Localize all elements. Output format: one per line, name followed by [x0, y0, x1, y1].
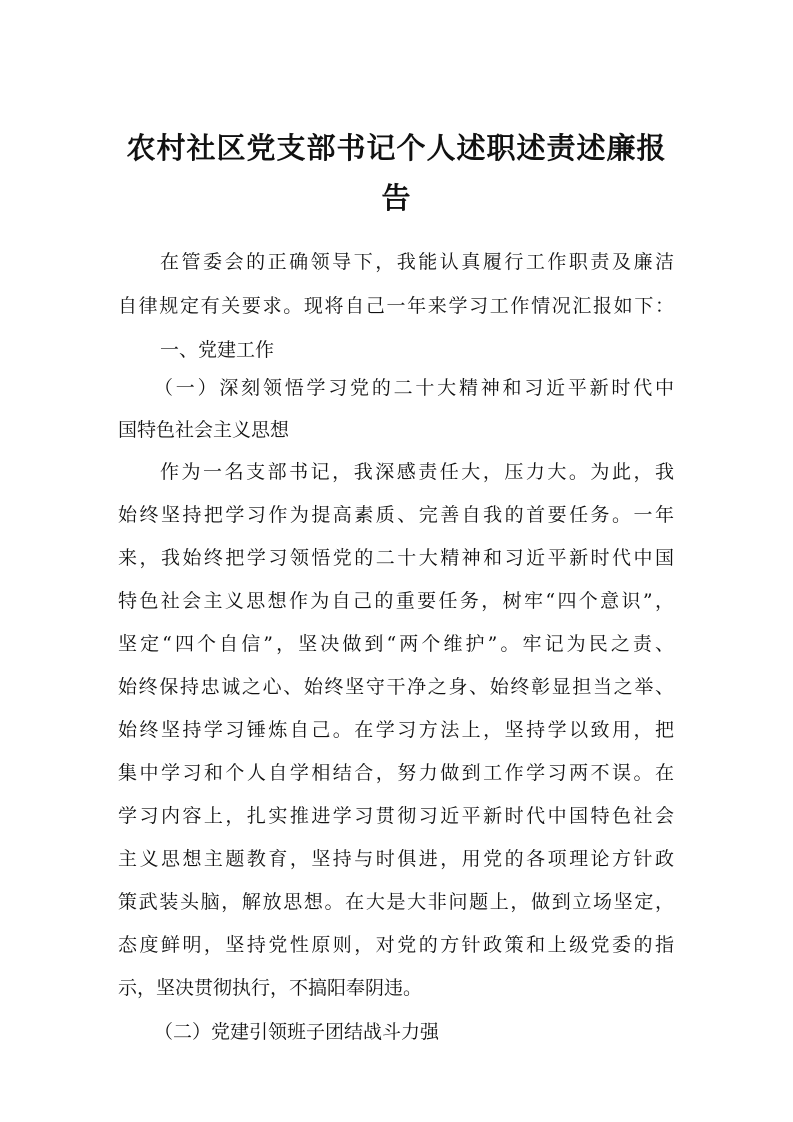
body-paragraph-line: 坚定“四个自信”，坚决做到“两个维护”。牢记为民之责、 — [118, 633, 674, 655]
section-heading: 一、党建工作 — [160, 339, 275, 361]
body-paragraph-line: 始终保持忠诚之心、始终坚守干净之身、始终彰显担当之举、 — [118, 676, 674, 698]
intro-paragraph-line: 自律规定有关要求。现将自己一年来学习工作情况汇报如下： — [118, 295, 674, 317]
document-title-continued: 告 — [381, 181, 412, 215]
body-paragraph-line: 学习内容上，扎实推进学习贯彻习近平新时代中国特色社会 — [118, 805, 674, 827]
body-paragraph-line: 来，我始终把学习领悟党的二十大精神和习近平新时代中国 — [118, 547, 674, 569]
body-paragraph-line: 态度鲜明，坚持党性原则，对党的方针政策和上级党委的指 — [118, 934, 674, 956]
document-title: 农村社区党支部书记个人述职述责述廉报 — [126, 131, 667, 165]
body-paragraph-line: 策武装头脑，解放思想。在大是大非问题上，做到立场坚定， — [118, 891, 674, 913]
body-paragraph-line: 示，坚决贯彻执行，不搞阳奉阴违。 — [118, 977, 423, 999]
body-paragraph-line: 主义思想主题教育，坚持与时俱进，用党的各项理论方针政 — [118, 848, 674, 870]
body-paragraph-line: 始终坚持学习锤炼自己。在学习方法上，坚持学以致用，把 — [118, 719, 674, 741]
body-paragraph-line: 集中学习和个人自学相结合，努力做到工作学习两不误。在 — [118, 762, 674, 784]
subsection-heading: （一）深刻领悟学习党的二十大精神和习近平新时代中 — [154, 377, 674, 399]
subsection-heading: （二）党建引领班子团结战斗力强 — [154, 1021, 440, 1043]
body-paragraph-line: 作为一名支部书记，我深感责任大，压力大。为此，我 — [160, 461, 674, 483]
intro-paragraph-line: 在管委会的正确领导下，我能认真履行工作职责及廉洁 — [160, 251, 674, 273]
body-paragraph-line: 特色社会主义思想作为自己的重要任务，树牢“四个意识”， — [118, 590, 674, 612]
subsection-heading-continued: 国特色社会主义思想 — [118, 419, 290, 441]
body-paragraph-line: 始终坚持把学习作为提高素质、完善自我的首要任务。一年 — [118, 504, 674, 526]
